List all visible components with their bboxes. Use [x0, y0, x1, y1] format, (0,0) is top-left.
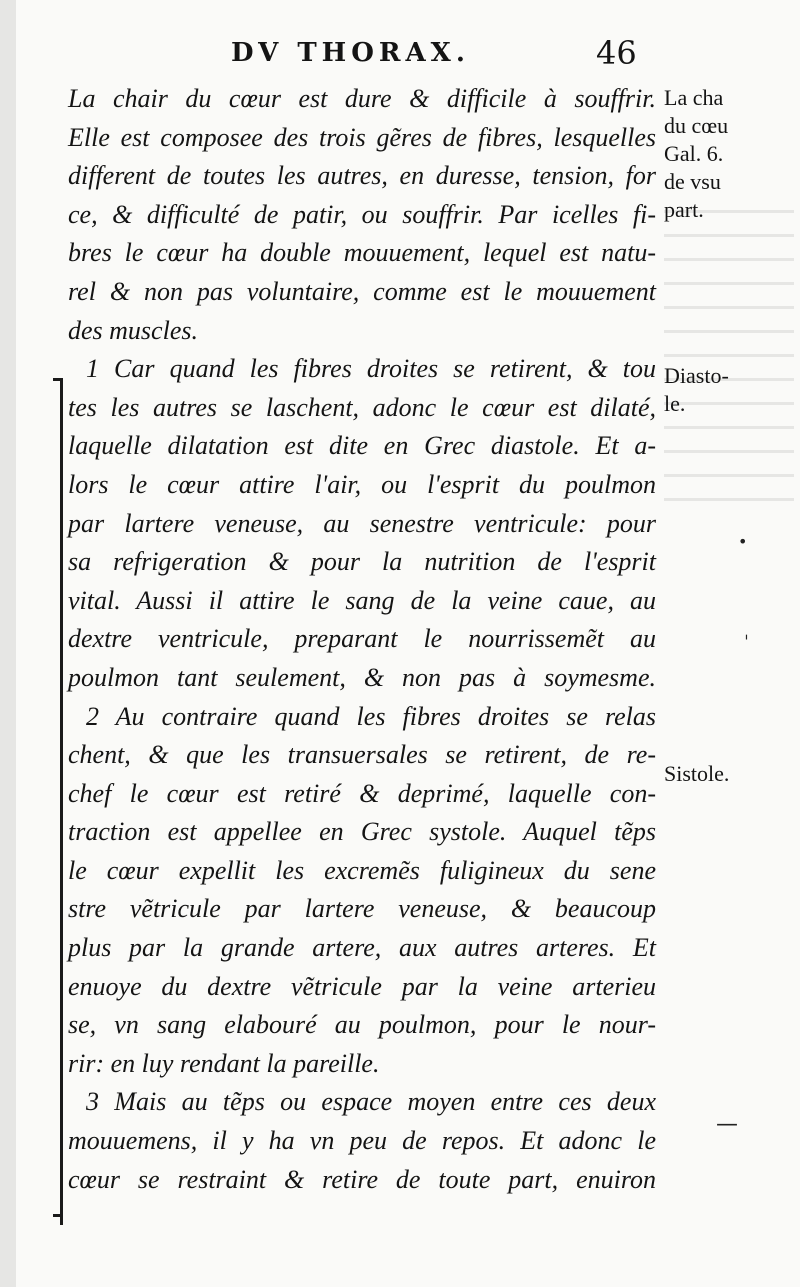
text-line: 3 Mais au tẽps ou espace moyen entre ces deux: [86, 1087, 656, 1117]
text-line: ce, & difficulté de patir, ou souffrir. Par icelles fi-: [68, 199, 656, 229]
running-head: DV THORAX.: [231, 38, 470, 68]
body-text: [68, 80, 656, 1199]
page-number: 46: [596, 34, 637, 72]
text-line: traction est appellee en Grec systole. Auquel tẽps: [68, 817, 656, 847]
text-line: cœur se restraint & retire de toute part, enuiron: [68, 1164, 656, 1194]
text-line: sa refrigeration & pour la nutrition de l'esprit: [68, 547, 656, 577]
text-line: enuoye du dextre vẽtricule par la veine arterieu: [68, 971, 656, 1001]
text-line: rir: en luy rendant la pareille.: [68, 1048, 380, 1078]
text-line: different de toutes les autres, en duresse, tension, for: [68, 161, 656, 191]
text-line: lors le cœur attire l'air, ou l'esprit du poulmon: [68, 469, 656, 499]
ink-speck: ˈ: [744, 632, 749, 653]
page-edge: [0, 0, 16, 1287]
text-line: plus par la grande artere, aux autres arteres. Et: [68, 933, 656, 963]
text-line: rel & non pas voluntaire, comme est le mouuement: [68, 276, 656, 306]
text-line: le cœur expellit les excremẽs fuligineux du sene: [68, 855, 656, 885]
margin-note-diastole: Diasto- le.: [664, 363, 729, 416]
text-line: des muscles.: [68, 315, 198, 345]
text-line: stre vẽtricule par lartere veneuse, & beaucoup: [68, 894, 656, 924]
text-line: 1 Car quand les fibres droites se retirent, & tou: [86, 354, 656, 384]
margin-note-systole: Sistole.: [664, 761, 730, 786]
text-line: dextre ventricule, preparant le nourrissemẽt au: [68, 624, 656, 654]
ink-dash: —: [716, 1112, 738, 1137]
text-line: La chair du cœur est dure & difficile à souffrir.: [68, 84, 656, 113]
text-line: poulmon tant seulement, & non pas à soymesme.: [68, 662, 656, 692]
text-line: chef le cœur est retiré & deprimé, laquelle con-: [68, 778, 656, 808]
text-line: vital. Aussi il attire le sang de la veine caue, au: [68, 585, 656, 615]
margin-note-galen: La cha du cœu Gal. 6. de vsu part.: [664, 85, 729, 222]
text-line: se, vn sang elabouré au poulmon, pour le nour-: [68, 1010, 656, 1040]
text-line: Elle est composee des trois gẽres de fibres, lesquelles: [68, 122, 656, 152]
text-line: par lartere veneuse, au senestre ventricule: pour: [68, 508, 656, 538]
text-line: bres le cœur ha double mouuement, lequel est natu-: [68, 238, 656, 268]
text-line: 2 Au contraire quand les fibres droites se relas: [86, 701, 656, 731]
ink-speck: •: [738, 532, 748, 551]
text-line: chent, & que les transuersales se retirent, de re-: [68, 740, 656, 770]
book-page: [16, 0, 800, 1287]
page-header: [16, 34, 800, 78]
text-line: laquelle dilatation est dite en Grec diastole. Et a-: [68, 431, 656, 461]
text-line: mouuemens, il y ha vn peu de repos. Et adonc le: [68, 1126, 656, 1156]
text-line: tes les autres se laschent, adonc le cœur est dilaté,: [68, 392, 656, 422]
